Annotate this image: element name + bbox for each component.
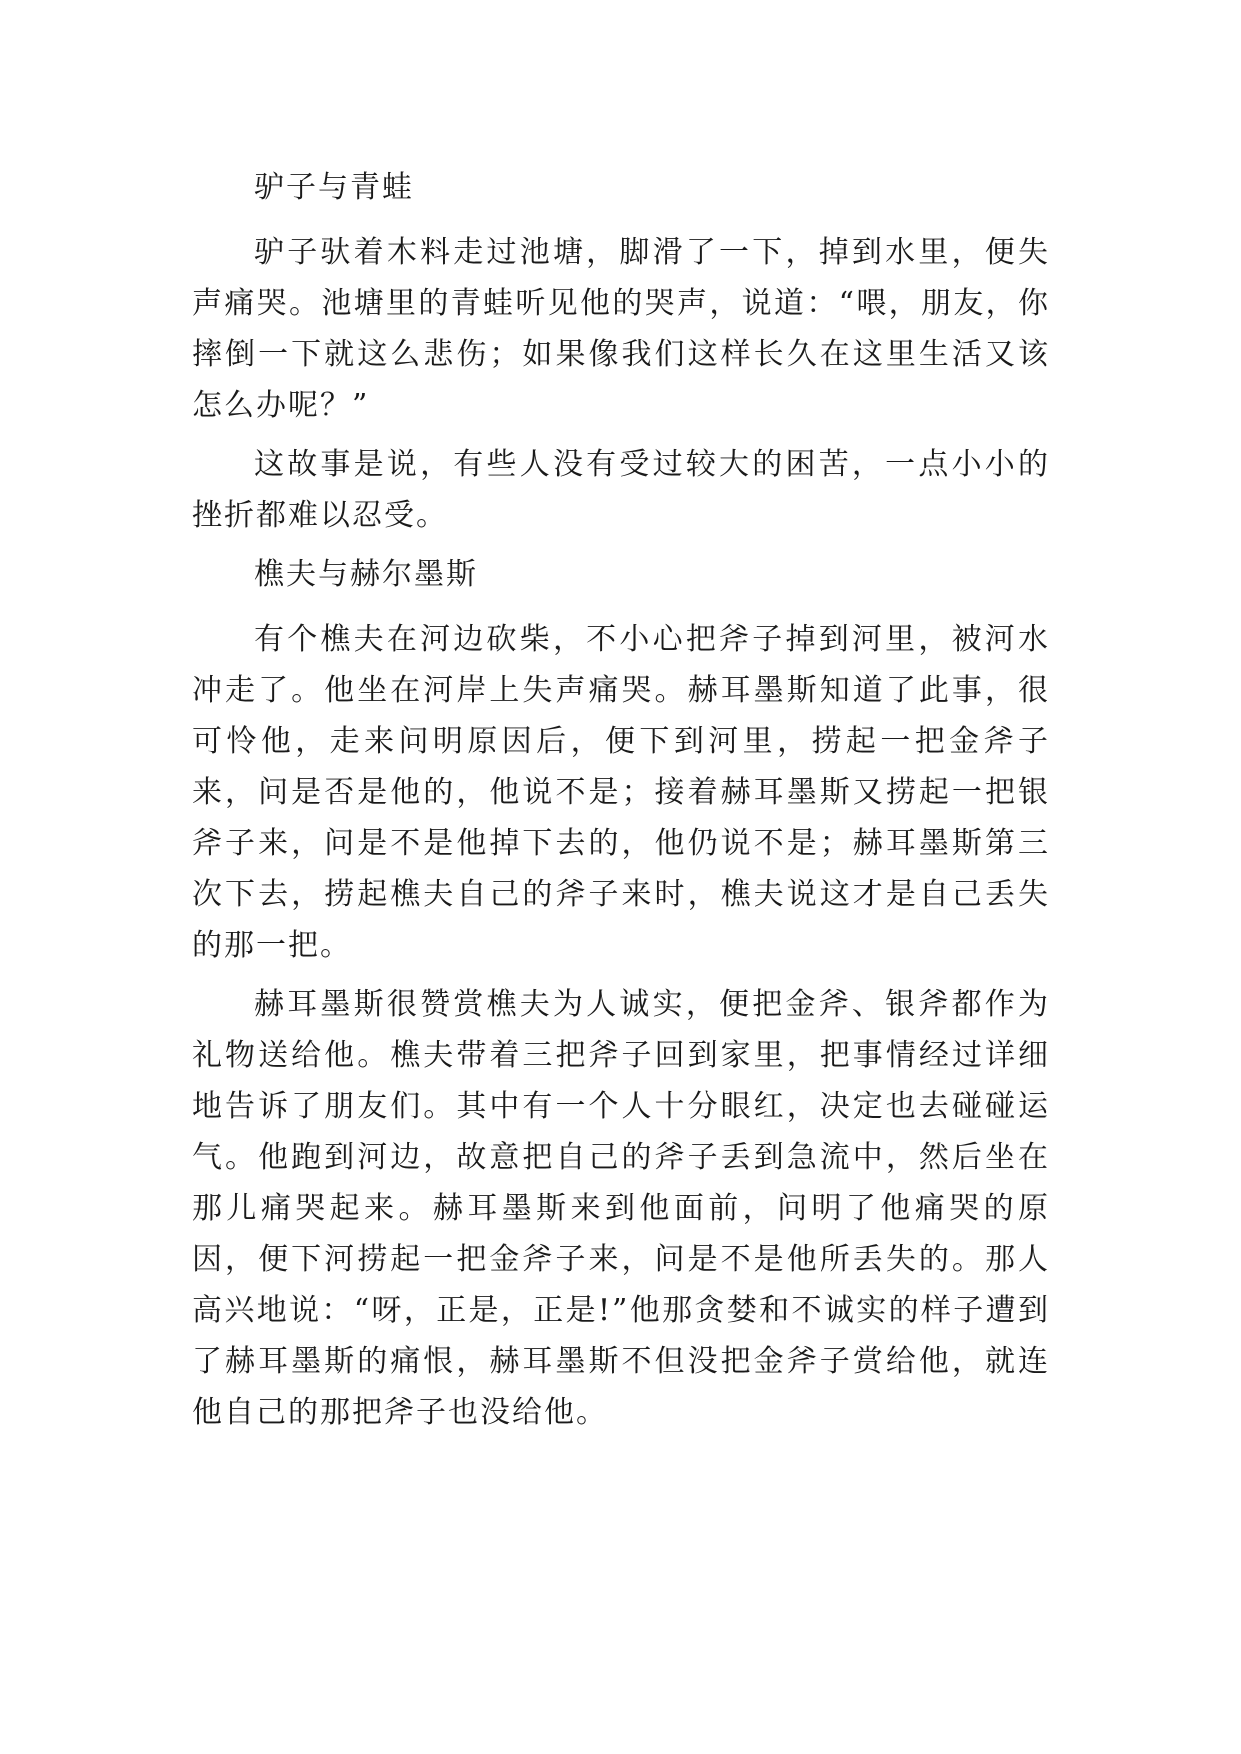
- story-moral-paragraph: 这故事是说，有些人没有受过较大的困苦，一点小小的挫折都难以忍受。: [192, 447, 1050, 533]
- story-paragraph: 赫耳墨斯很赞赏樵夫为人诚实，便把金斧、银斧都作为礼物送给他。樵夫带着三把斧子回到家里，把事情经过详细地告诉了朋友们。其中有一个人十分眼红，决定也去碰碰运气。他跑到河边，故意把自己的斧子丢到急流中，然后坐在那儿痛哭起来。赫耳墨斯来到他面前，问明了他痛哭的原因，便下河捞起一把金斧子来，问是不是他所丢失的。那人高兴地说：“呀，正是，正是!”他那贪婪和不诚实的样子遭到了赫耳墨斯的痛恨，赫耳墨斯不但没把金斧子赏给他，就连他自己的那把斧子也没给他。: [192, 987, 1050, 1430]
- story-title-woodcutter-and-hermes: 樵夫与赫尔墨斯: [254, 557, 478, 592]
- story-paragraph: 有个樵夫在河边砍柴，不小心把斧子掉到河里，被河水冲走了。他坐在河岸上失声痛哭。赫耳墨斯知道了此事，很可怜他，走来问明原因后，便下到河里，捞起一把金斧子来，问是否是他的，他说不是；接着赫耳墨斯又捞起一把银斧子来，问是不是他掉下去的，他仍说不是；赫耳墨斯第三次下去，捞起樵夫自己的斧子来时，樵夫说这才是自己丢失的那一把。: [192, 622, 1050, 963]
- story-paragraph: 驴子驮着木料走过池塘，脚滑了一下，掉到水里，便失声痛哭。池塘里的青蛙听见他的哭声，说道：“喂，朋友，你摔倒一下就这么悲伤；如果像我们这样长久在这里生活又该怎么办呢？”: [192, 235, 1050, 423]
- story-title-donkey-and-frog: 驴子与青蛙: [254, 170, 414, 205]
- document-body: [192, 162, 1050, 1446]
